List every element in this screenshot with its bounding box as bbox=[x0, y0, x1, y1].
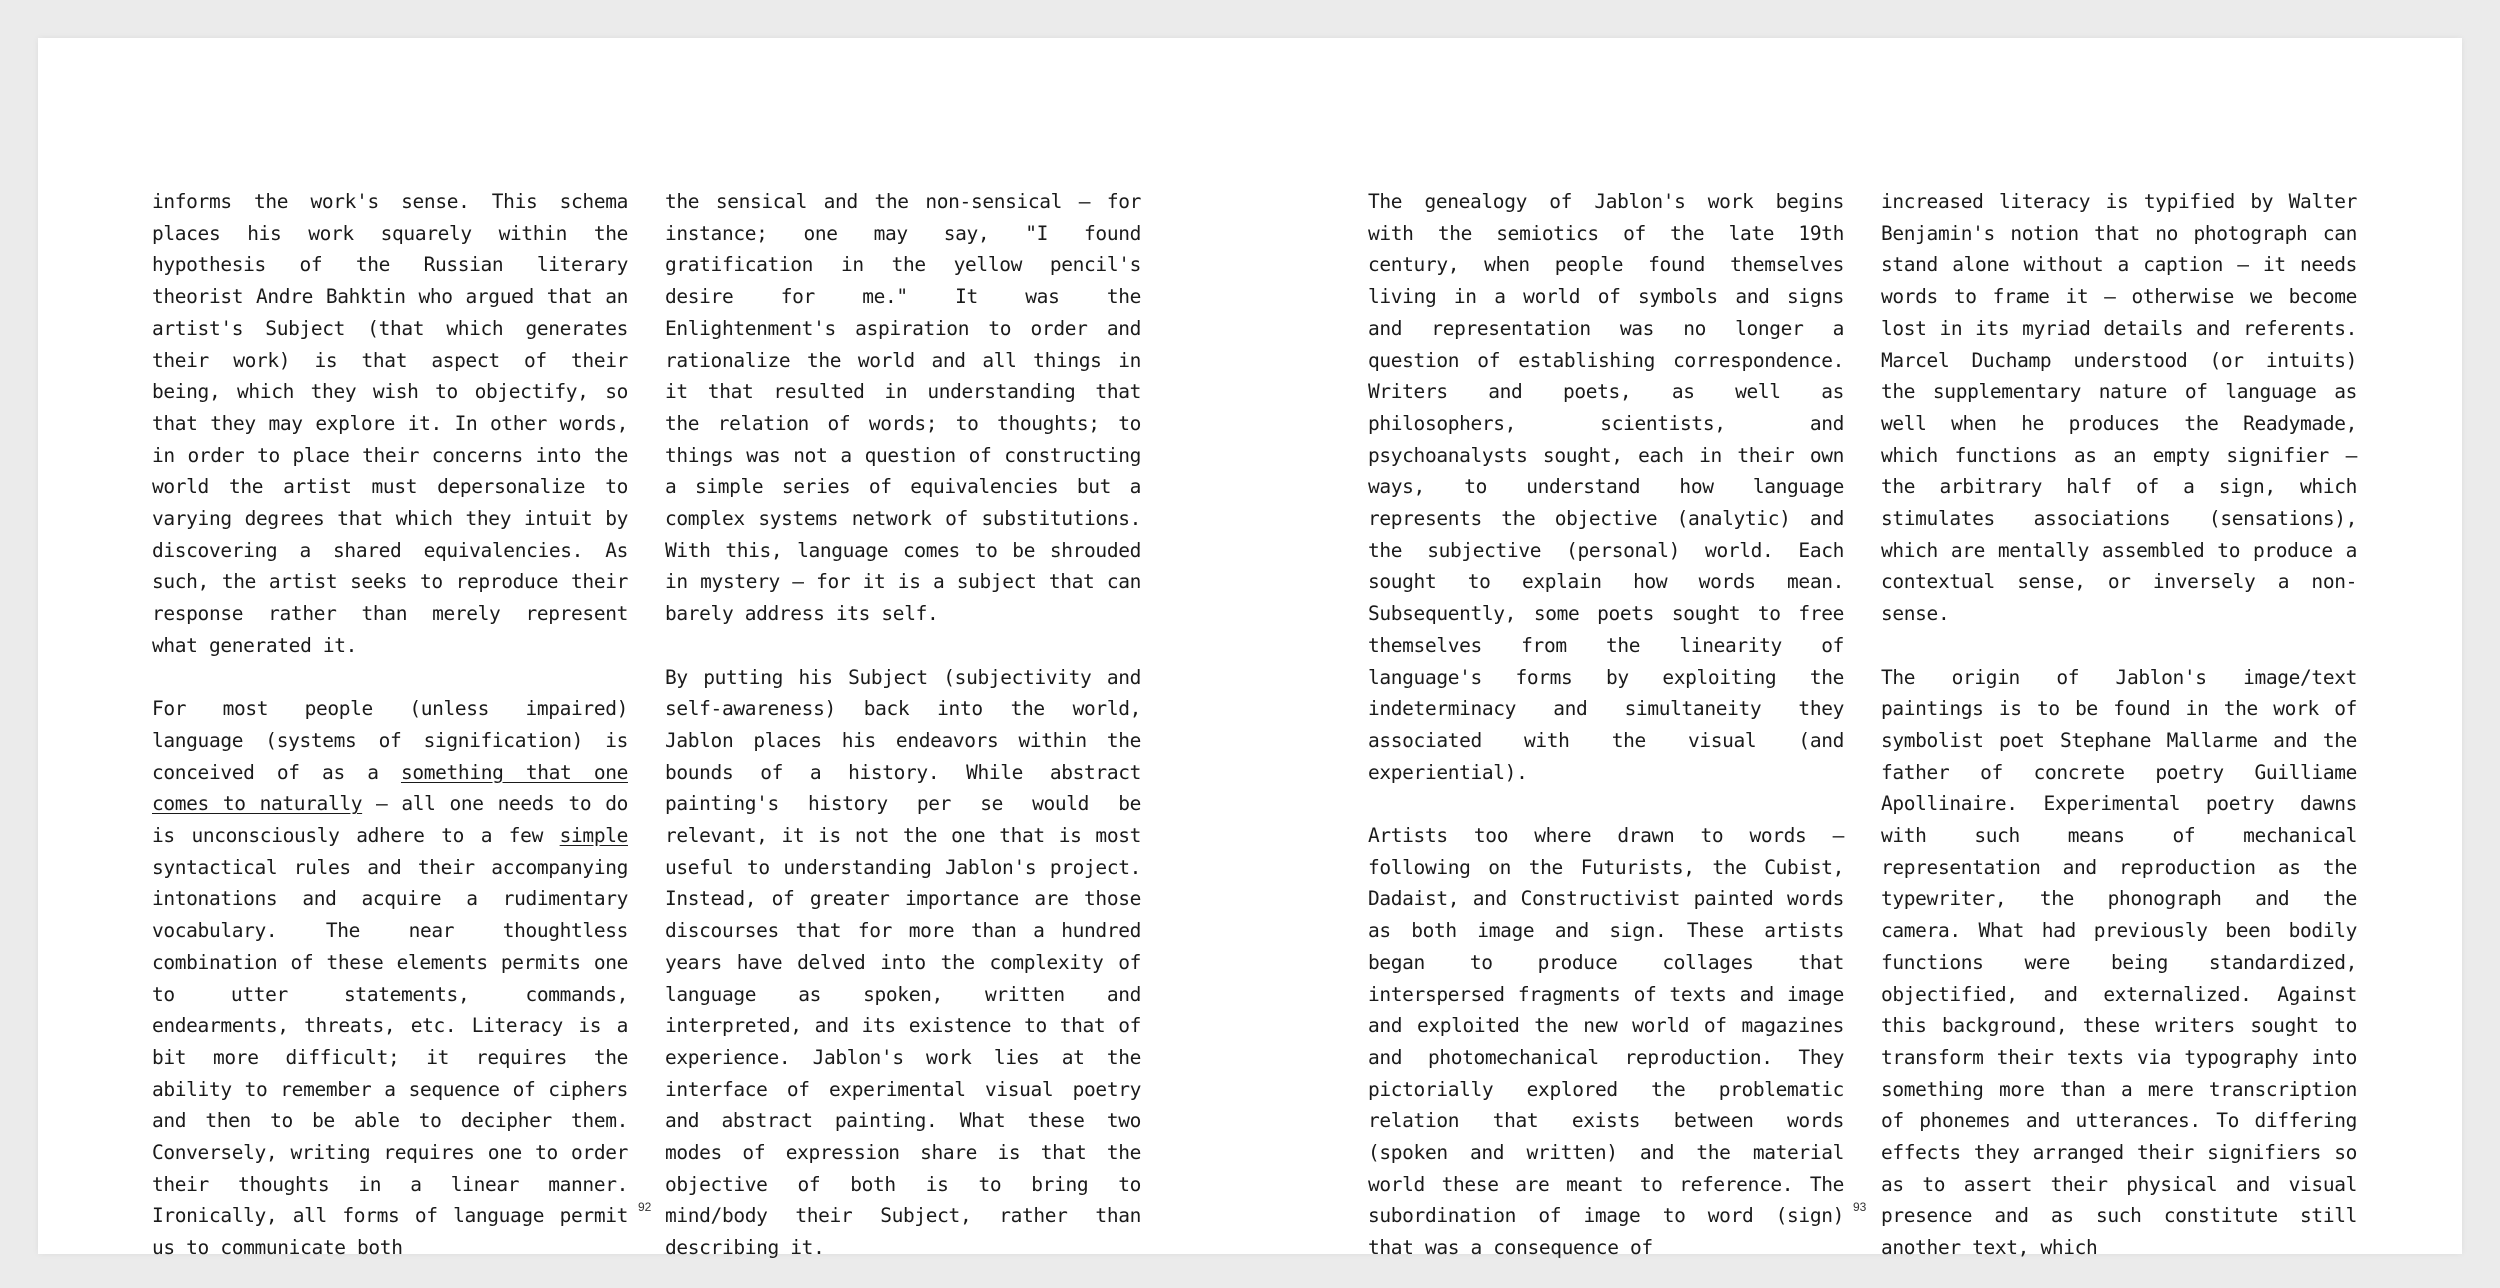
text-run: syntactical rules and their accompanying intonations and acquire a rudimentary vocabulary. The near thoughtless combination of these elements permits one to utter statements, commands, endearments, threats, etc. Literacy is a bit more difficult; it requires the ability to remember a sequence of ciphers and then to be able to decipher them. Conversely, writing requires one to order their thoughts in a linear manner. Ironically, all forms of language permit us to communicate both bbox=[152, 855, 628, 1260]
paragraph: the sensical and the non-sensical — for instance; one may say, "I found gratification in the yellow pencil's desire for me." It was the Enlightenment's aspiration to order and rationalize the world and all things in it that resulted in understanding that the relation of words; to thoughts; to things was not a question of constructing a simple series of equivalencies but a complex systems network of substitutions. With this, language comes to be shrouded in mystery — for it is a subject that can barely address its self. bbox=[665, 190, 1141, 626]
paragraph: informs the work's sense. This schema places his work squarely within the hypothesis of the Russian literary theorist Andre Bahktin who argued that an artist's Subject (that which generates their work) is that aspect of their being, which they wish to objectify, so that they may explore it. In other words, in order to place their concerns into the world the artist must depersonalize to varying degrees that which they intuit by discovering a shared equivalencies. As such, the artist seeks to reproduce their response rather than merely represent what generated it. bbox=[152, 190, 628, 657]
text-run: — all one needs to do is unconsciously adhere to a few bbox=[152, 792, 628, 848]
right-page-column-2 bbox=[1881, 186, 2357, 1264]
left-page-column-1 bbox=[152, 186, 628, 1264]
underlined-word: simple bbox=[559, 824, 628, 848]
paragraph: increased literacy is typified by Walter Benjamin's notion that no photograph can stand alone without a caption — it needs words to frame it — otherwise we become lost in its myriad details and referents. Marcel Duchamp understood (or intuits) the supplementary nature of language as well when he produces the Readymade, which functions as an empty signifier — the arbitrary half of a sign, which stimulates associations (sensations), which are mentally assembled to produce a contextual sense, or inversely a non-sense. bbox=[1881, 190, 2357, 626]
text-run: For most people (unless impaired) language (systems of signification) is conceived of as a bbox=[152, 697, 628, 784]
paragraph bbox=[152, 693, 628, 1264]
page-number-right: 93 bbox=[1853, 1200, 1867, 1214]
paragraph: The origin of Jablon's image/text paintings is to be found in the work of symbolist poet Stephane Mallarme and the father of concrete poetry Guilliame Apollinaire. Experimental poetry dawns with such means of mechanical representation and reproduction as the typewriter, the phonograph and the camera. What had previously been bodily functions were being standardized, objectified, and externalized. Against this background, these writers sought to transform their texts via typography into something more than a mere transcription of phonemes and utterances. To differing effects they arranged their signifiers so as to assert their physical and visual presence and as such constitute still another text, which bbox=[1881, 665, 2357, 1260]
paragraph: By putting his Subject (subjectivity and self-awareness) back into the world, Jablon places his endeavors within the bounds of a history. While abstract painting's history per se would be relevant, it is not the one that is most useful to understanding Jablon's project. Instead, of greater importance are those discourses that for more than a hundred years have delved into the complexity of language as spoken, written and interpreted, and its existence to that of experience. Jablon's work lies at the interface of experimental visual poetry and abstract painting. What these two modes of expression share is that the objective of both is to bring to mind/body their Subject, rather than describing it. bbox=[665, 665, 1141, 1260]
page-number-left: 92 bbox=[638, 1200, 652, 1214]
right-page-column-1 bbox=[1368, 186, 1844, 1264]
left-page-column-2 bbox=[665, 186, 1141, 1264]
underlined-phrase: something that one comes to naturally bbox=[152, 760, 628, 816]
book-spread bbox=[38, 38, 2462, 1260]
paragraph: Artists too where drawn to words — following on the Futurists, the Cubist, Dadaist, and Constructivist painted words as both image and sign. These artists began to produce collages that interspersed fragments of texts and image and exploited the new world of magazines and photomechanical reproduction. They pictorially explored the problematic relation that exists between words (spoken and written) and the material world these are meant to reference. The subordination of image to word (sign) that was a consequence of bbox=[1368, 824, 1844, 1260]
paragraph: The genealogy of Jablon's work begins with the semiotics of the late 19th century, when people found themselves living in a world of symbols and signs and representation was no longer a question of establishing correspondence. Writers and poets, as well as philosophers, scientists, and psychoanalysts sought, each in their own ways, to understand how language represents the objective (analytic) and the subjective (personal) world. Each sought to explain how words mean. Subsequently, some poets sought to free themselves from the linearity of language's forms by exploiting the indeterminacy and simultaneity they associated with the visual (and experiential). bbox=[1368, 190, 1844, 784]
